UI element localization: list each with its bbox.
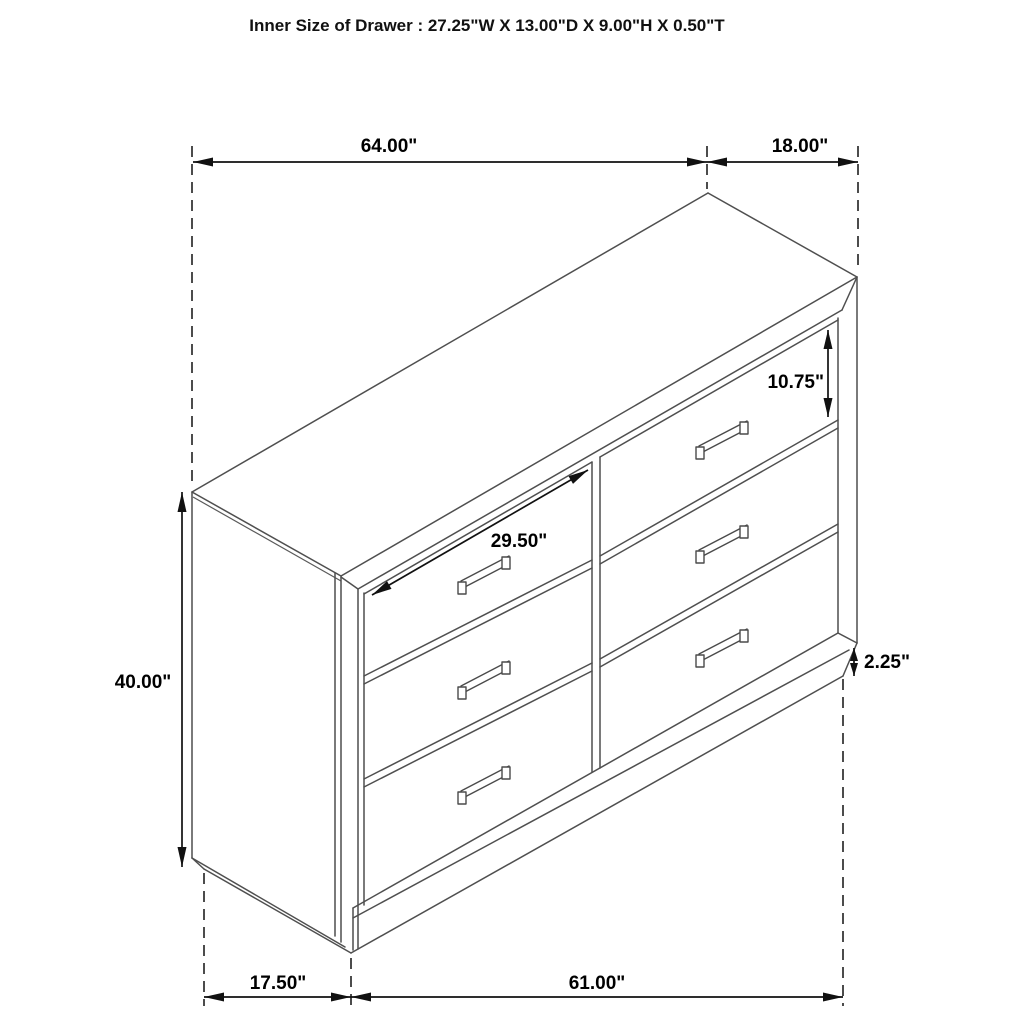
dimension-61 — [351, 973, 843, 1002]
dimension-64 — [193, 136, 707, 167]
dimension-40 — [115, 492, 187, 867]
diagram-title: Inner Size of Drawer : 27.25"W X 13.00"D X 9.00"H X 0.50"T — [249, 16, 725, 35]
drawer-handle — [458, 766, 510, 804]
dim-base-height-label: 2.25" — [864, 652, 910, 673]
drawer-handle — [696, 421, 748, 459]
dimension-18 — [707, 136, 858, 167]
drawer-handle — [696, 525, 748, 563]
drawer-handles — [458, 421, 748, 804]
dimension-17-50 — [204, 973, 351, 1002]
dim-bottom-width-label: 61.00" — [568, 973, 626, 994]
cabinet-left-side — [192, 492, 364, 953]
dim-drawer-width-label: 29.50" — [490, 531, 548, 552]
drawer-handle — [458, 661, 510, 699]
dim-drawer-height-label: 10.75" — [767, 372, 824, 393]
extension-lines — [192, 146, 858, 1006]
drawer-handle — [458, 556, 510, 594]
drawer-row-separators — [364, 420, 838, 787]
cabinet-top-face — [192, 193, 857, 589]
dim-height-label: 40.00" — [114, 672, 172, 693]
cabinet-base — [351, 633, 857, 953]
dim-bottom-depth-label: 17.50" — [249, 973, 307, 994]
dim-top-depth-label: 18.00" — [771, 136, 829, 157]
dimension-10-75 — [767, 330, 832, 417]
drawer-handle — [696, 629, 748, 667]
dimension-2-25 — [850, 648, 910, 676]
dim-top-width-label: 64.00" — [360, 136, 418, 157]
dresser-drawing — [192, 193, 857, 953]
